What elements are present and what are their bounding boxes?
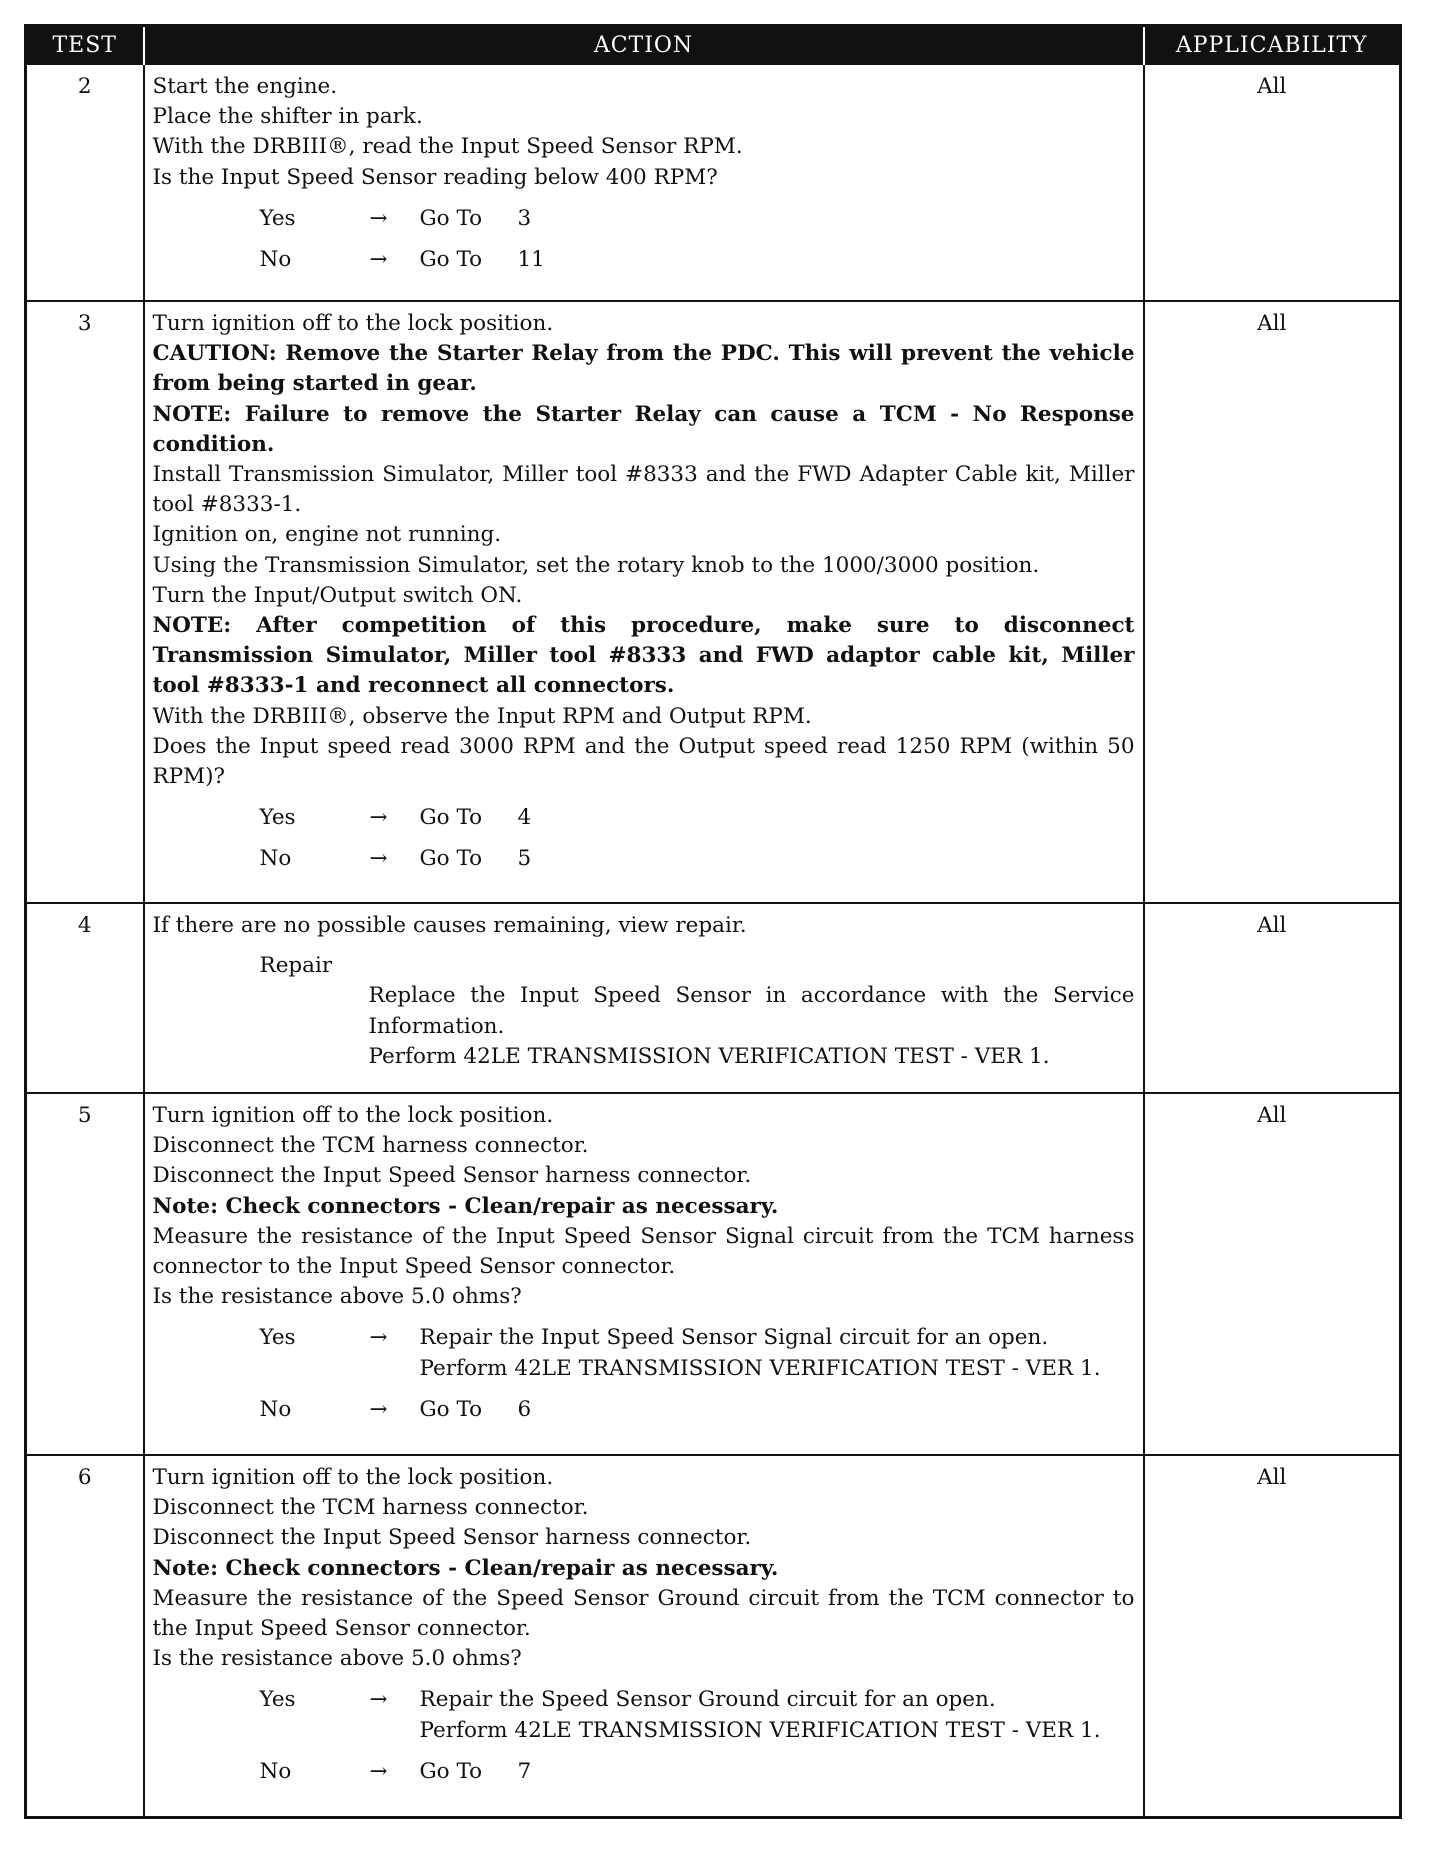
action-line: Measure the resistance of the Speed Sensor Ground circuit from the TCM connector to the Input Speed Sensor connector. [152,1585,1135,1642]
answer-yes-label: Yes [259,205,296,231]
test-number: 4 [26,903,144,1093]
action-line: With the DRBIII®, read the Input Speed Sensor RPM. [152,134,743,160]
arrow-icon: → [369,1325,388,1351]
test-action [144,903,1144,1093]
repair-text: Replace the Input Speed Sensor in accordance with the Service Information. [368,983,1135,1039]
test-applicability: All [1144,1093,1401,1455]
answer-no [153,1757,1135,1787]
action-line: Is the Input Speed Sensor reading below 400 RPM? [152,164,718,190]
goto-target: 3 [517,205,532,231]
action-line: Does the Input speed read 3000 RPM and the Output speed read 1250 RPM (within 50 RPM)? [152,733,1135,790]
arrow-icon: → [369,247,388,273]
answer-yes-label: Yes [259,1325,296,1351]
test-action [144,64,1144,301]
answer-yes [153,1685,1135,1745]
yes-action-text: Perform 42LE TRANSMISSION VERIFICATION TEST - VER 1. [419,1355,1101,1381]
goto-target: 4 [517,805,532,831]
header-applicability: APPLICABILITY [1144,26,1401,65]
test-row-4 [26,903,1401,1093]
action-line: Is the resistance above 5.0 ohms? [152,1646,522,1672]
action-line: Turn ignition off to the lock position. [152,1465,554,1490]
answer-yes [153,204,1135,234]
action-line: Place the shifter in park. [152,104,423,130]
answer-no-label: No [259,1758,292,1784]
action-line: Ignition on, engine not running. [152,522,502,548]
note-text: NOTE: After competition of this procedure, make sure to disconnect Transmission Simulator, Miller tool #8333 and FWD adaptor cable kit, Miller tool #8333-1 and reconnect all connectors. [152,613,1135,699]
answer-yes [153,1323,1135,1383]
goto-target: 5 [517,846,532,872]
note-text: NOTE: Failure to remove the Starter Relay can cause a TCM - No Response condition. [152,401,1135,457]
action-line: Turn ignition off to the lock position. [152,311,554,336]
answer-no [153,1395,1135,1425]
action-line: Disconnect the Input Speed Sensor harness connector. [152,1525,752,1551]
note-text: Note: Check connectors - Clean/repair as necessary. [152,1193,779,1219]
test-applicability: All [1144,1455,1401,1817]
arrow-icon: → [369,1396,388,1422]
arrow-icon: → [369,846,388,872]
header-action: ACTION [144,26,1144,65]
test-row-5 [26,1093,1401,1455]
test-action [144,1455,1144,1817]
goto-label: Go To [419,247,483,273]
answer-no [153,844,1135,874]
answer-no-label: No [259,846,292,872]
arrow-icon: → [369,805,388,831]
goto-target: 6 [517,1396,532,1422]
header-test: TEST [26,26,144,65]
action-line: Measure the resistance of the Input Speed Sensor Signal circuit from the TCM harness connector to the Input Speed Sensor connector. [152,1223,1135,1280]
action-line: Install Transmission Simulator, Miller tool #8333 and the FWD Adapter Cable kit, Miller tool #8333-1. [152,462,1135,518]
goto-target: 7 [517,1758,532,1784]
yes-action-text: Repair the Speed Sensor Ground circuit for an open. [419,1687,996,1713]
goto-label: Go To [419,1758,483,1784]
action-line: Turn ignition off to the lock position. [152,1103,554,1128]
answer-no-label: No [259,1396,292,1422]
test-applicability: All [1144,64,1401,301]
answer-yes-label: Yes [259,1687,296,1713]
test-number: 2 [26,64,144,301]
action-line: Disconnect the TCM harness connector. [152,1133,589,1159]
caution-text: CAUTION: Remove the Starter Relay from the PDC. This will prevent the vehicle from being started in gear. [152,341,1135,397]
action-line: If there are no possible causes remaining, view repair. [152,913,747,938]
answer-yes-label: Yes [259,805,296,831]
repair-label: Repair [259,953,333,979]
test-number: 3 [26,301,144,903]
diagnostic-table-page [24,24,1399,1819]
test-row-2 [26,64,1401,301]
goto-label: Go To [419,805,483,831]
answer-no-label: No [259,247,292,273]
answer-no [153,245,1135,275]
action-line: Is the resistance above 5.0 ohms? [152,1284,522,1310]
goto-label: Go To [419,1396,483,1422]
test-action [144,1093,1144,1455]
test-number: 6 [26,1455,144,1817]
goto-target: 11 [517,247,545,273]
answer-yes [153,803,1135,833]
action-line: Disconnect the Input Speed Sensor harness connector. [152,1163,752,1189]
action-line: With the DRBIII®, observe the Input RPM and Output RPM. [152,703,812,729]
test-applicability: All [1144,903,1401,1093]
arrow-icon: → [369,1758,388,1784]
yes-action-text: Repair the Input Speed Sensor Signal circuit for an open. [419,1325,1049,1351]
action-line: Using the Transmission Simulator, set the rotary knob to the 1000/3000 position. [152,552,1040,578]
table-header-row [26,26,1401,65]
note-text: Note: Check connectors - Clean/repair as necessary. [152,1555,779,1581]
goto-label: Go To [419,846,483,872]
arrow-icon: → [369,1687,388,1713]
action-line: Start the engine. [152,74,338,99]
test-row-6 [26,1455,1401,1817]
test-row-3 [26,301,1401,903]
repair-block [153,951,1135,1072]
yes-action-text: Perform 42LE TRANSMISSION VERIFICATION TEST - VER 1. [419,1717,1101,1743]
diagnostic-test-table [24,24,1402,1819]
test-action [144,301,1144,903]
arrow-icon: → [369,205,388,231]
action-line: Disconnect the TCM harness connector. [152,1495,589,1521]
action-line: Turn the Input/Output switch ON. [152,582,523,608]
repair-text: Perform 42LE TRANSMISSION VERIFICATION TEST - VER 1. [368,1043,1050,1069]
test-applicability: All [1144,301,1401,903]
goto-label: Go To [419,205,483,231]
test-number: 5 [26,1093,144,1455]
